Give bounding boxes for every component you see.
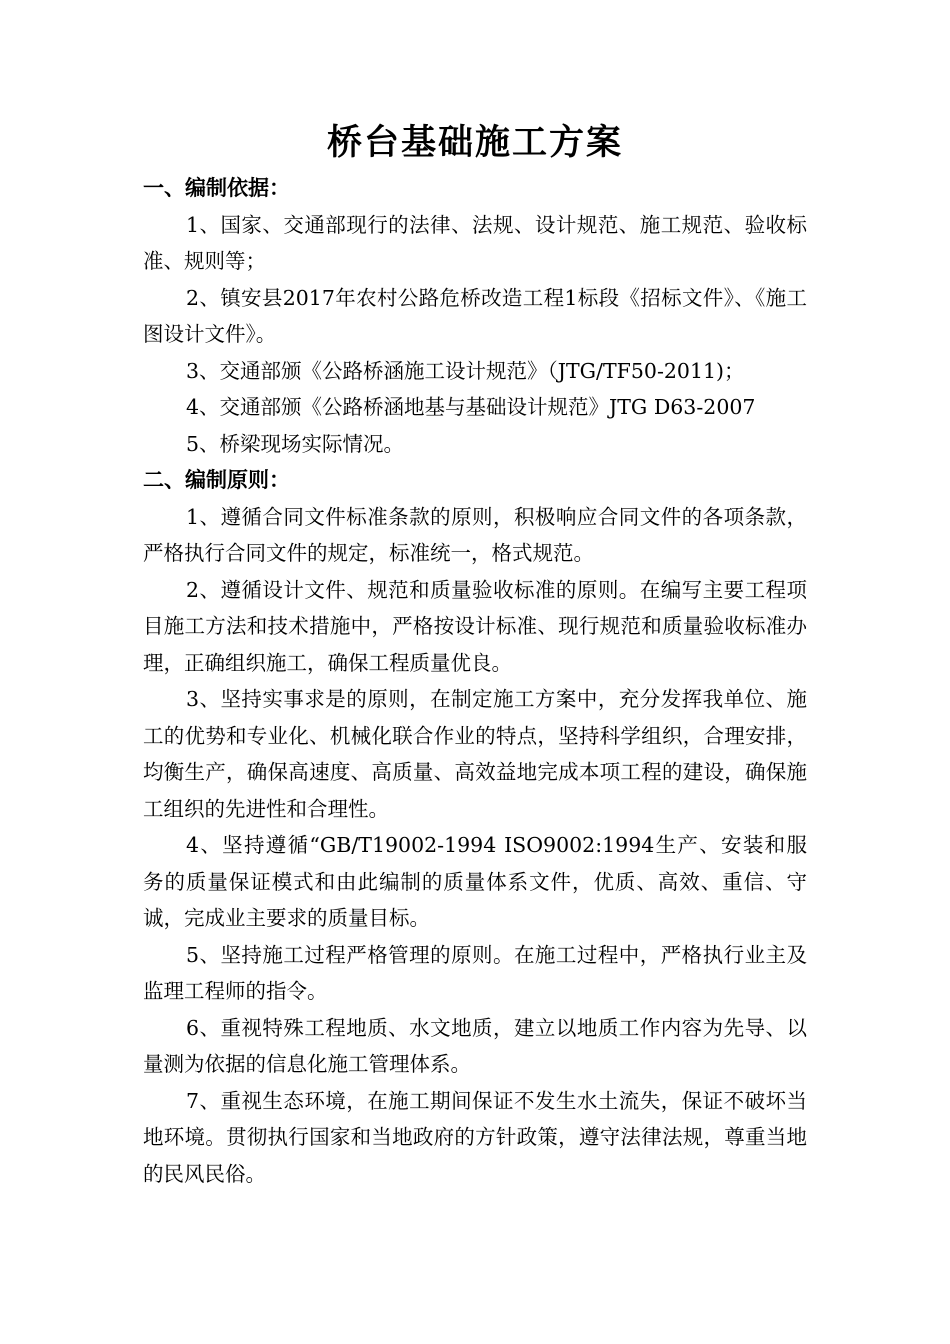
document-title: 桥台基础施工方案 (326, 122, 623, 163)
principle-item-5: 5、坚持施工过程严格管理的原则。在施工过程中，严格执行业主及监理工程师的指令。 (143, 942, 807, 1003)
principle-item-7: 7、重视生态环境，在施工期间保证不发生水土流失，保证不破坏当地环境。贯彻执行国家和当地政府的方针政策，遵守法律法规，尊重当地的民风民俗。 (143, 1088, 807, 1186)
basis-item-1: 1、国家、交通部现行的法律、法规、设计规范、施工规范、验收标准、规则等； (143, 212, 807, 273)
section-heading-basis: 一、编制依据： (143, 175, 290, 200)
section-heading-principles: 二、编制原则： (143, 467, 290, 492)
section-principles (143, 462, 807, 1192)
section-basis (143, 170, 807, 462)
principle-item-3: 3、坚持实事求是的原则，在制定施工方案中，充分发挥我单位、施工的优势和专业化、机械化联合作业的特点，坚持科学组织，合理安排，均衡生产，确保高速度、高质量、高效益地完成本项工程的建设，确保施工组织的先进性和合理性。 (143, 687, 807, 821)
principle-item-4: 4、坚持遵循“GB/T19002-1994 ISO9002:1994生产、安装和服务的质量保证模式和由此编制的质量体系文件，优质、高效、重信、守诚，完成业主要求的质量目标。 (143, 833, 807, 930)
principle-item-6: 6、重视特殊工程地质、水文地质，建立以地质工作内容为先导、以量测为依据的信息化施工管理体系。 (143, 1015, 807, 1076)
principle-item-2: 2、遵循设计文件、规范和质量验收标准的原则。在编写主要工程项目施工方法和技术措施中，严格按设计标准、现行规范和质量验收标准办理，正确组织施工，确保工程质量优良。 (143, 577, 807, 675)
principle-item-1: 1、遵循合同文件标准条款的原则，积极响应合同文件的各项条款，严格执行合同文件的规定，标准统一，格式规范。 (143, 504, 807, 565)
basis-item-4: 4、交通部颁《公路桥涵地基与基础设计规范》JTG D63-2007 (186, 395, 756, 419)
basis-item-5: 5、桥梁现场实际情况。 (186, 431, 405, 456)
document-body (143, 170, 807, 1192)
basis-item-3: 3、交通部颁《公路桥涵施工设计规范》（JTG/TF50-2011)； (186, 358, 745, 383)
basis-item-2: 2、镇安县2017年农村公路危桥改造工程1标段《招标文件》、《施工图设计文件》。 (143, 285, 807, 346)
